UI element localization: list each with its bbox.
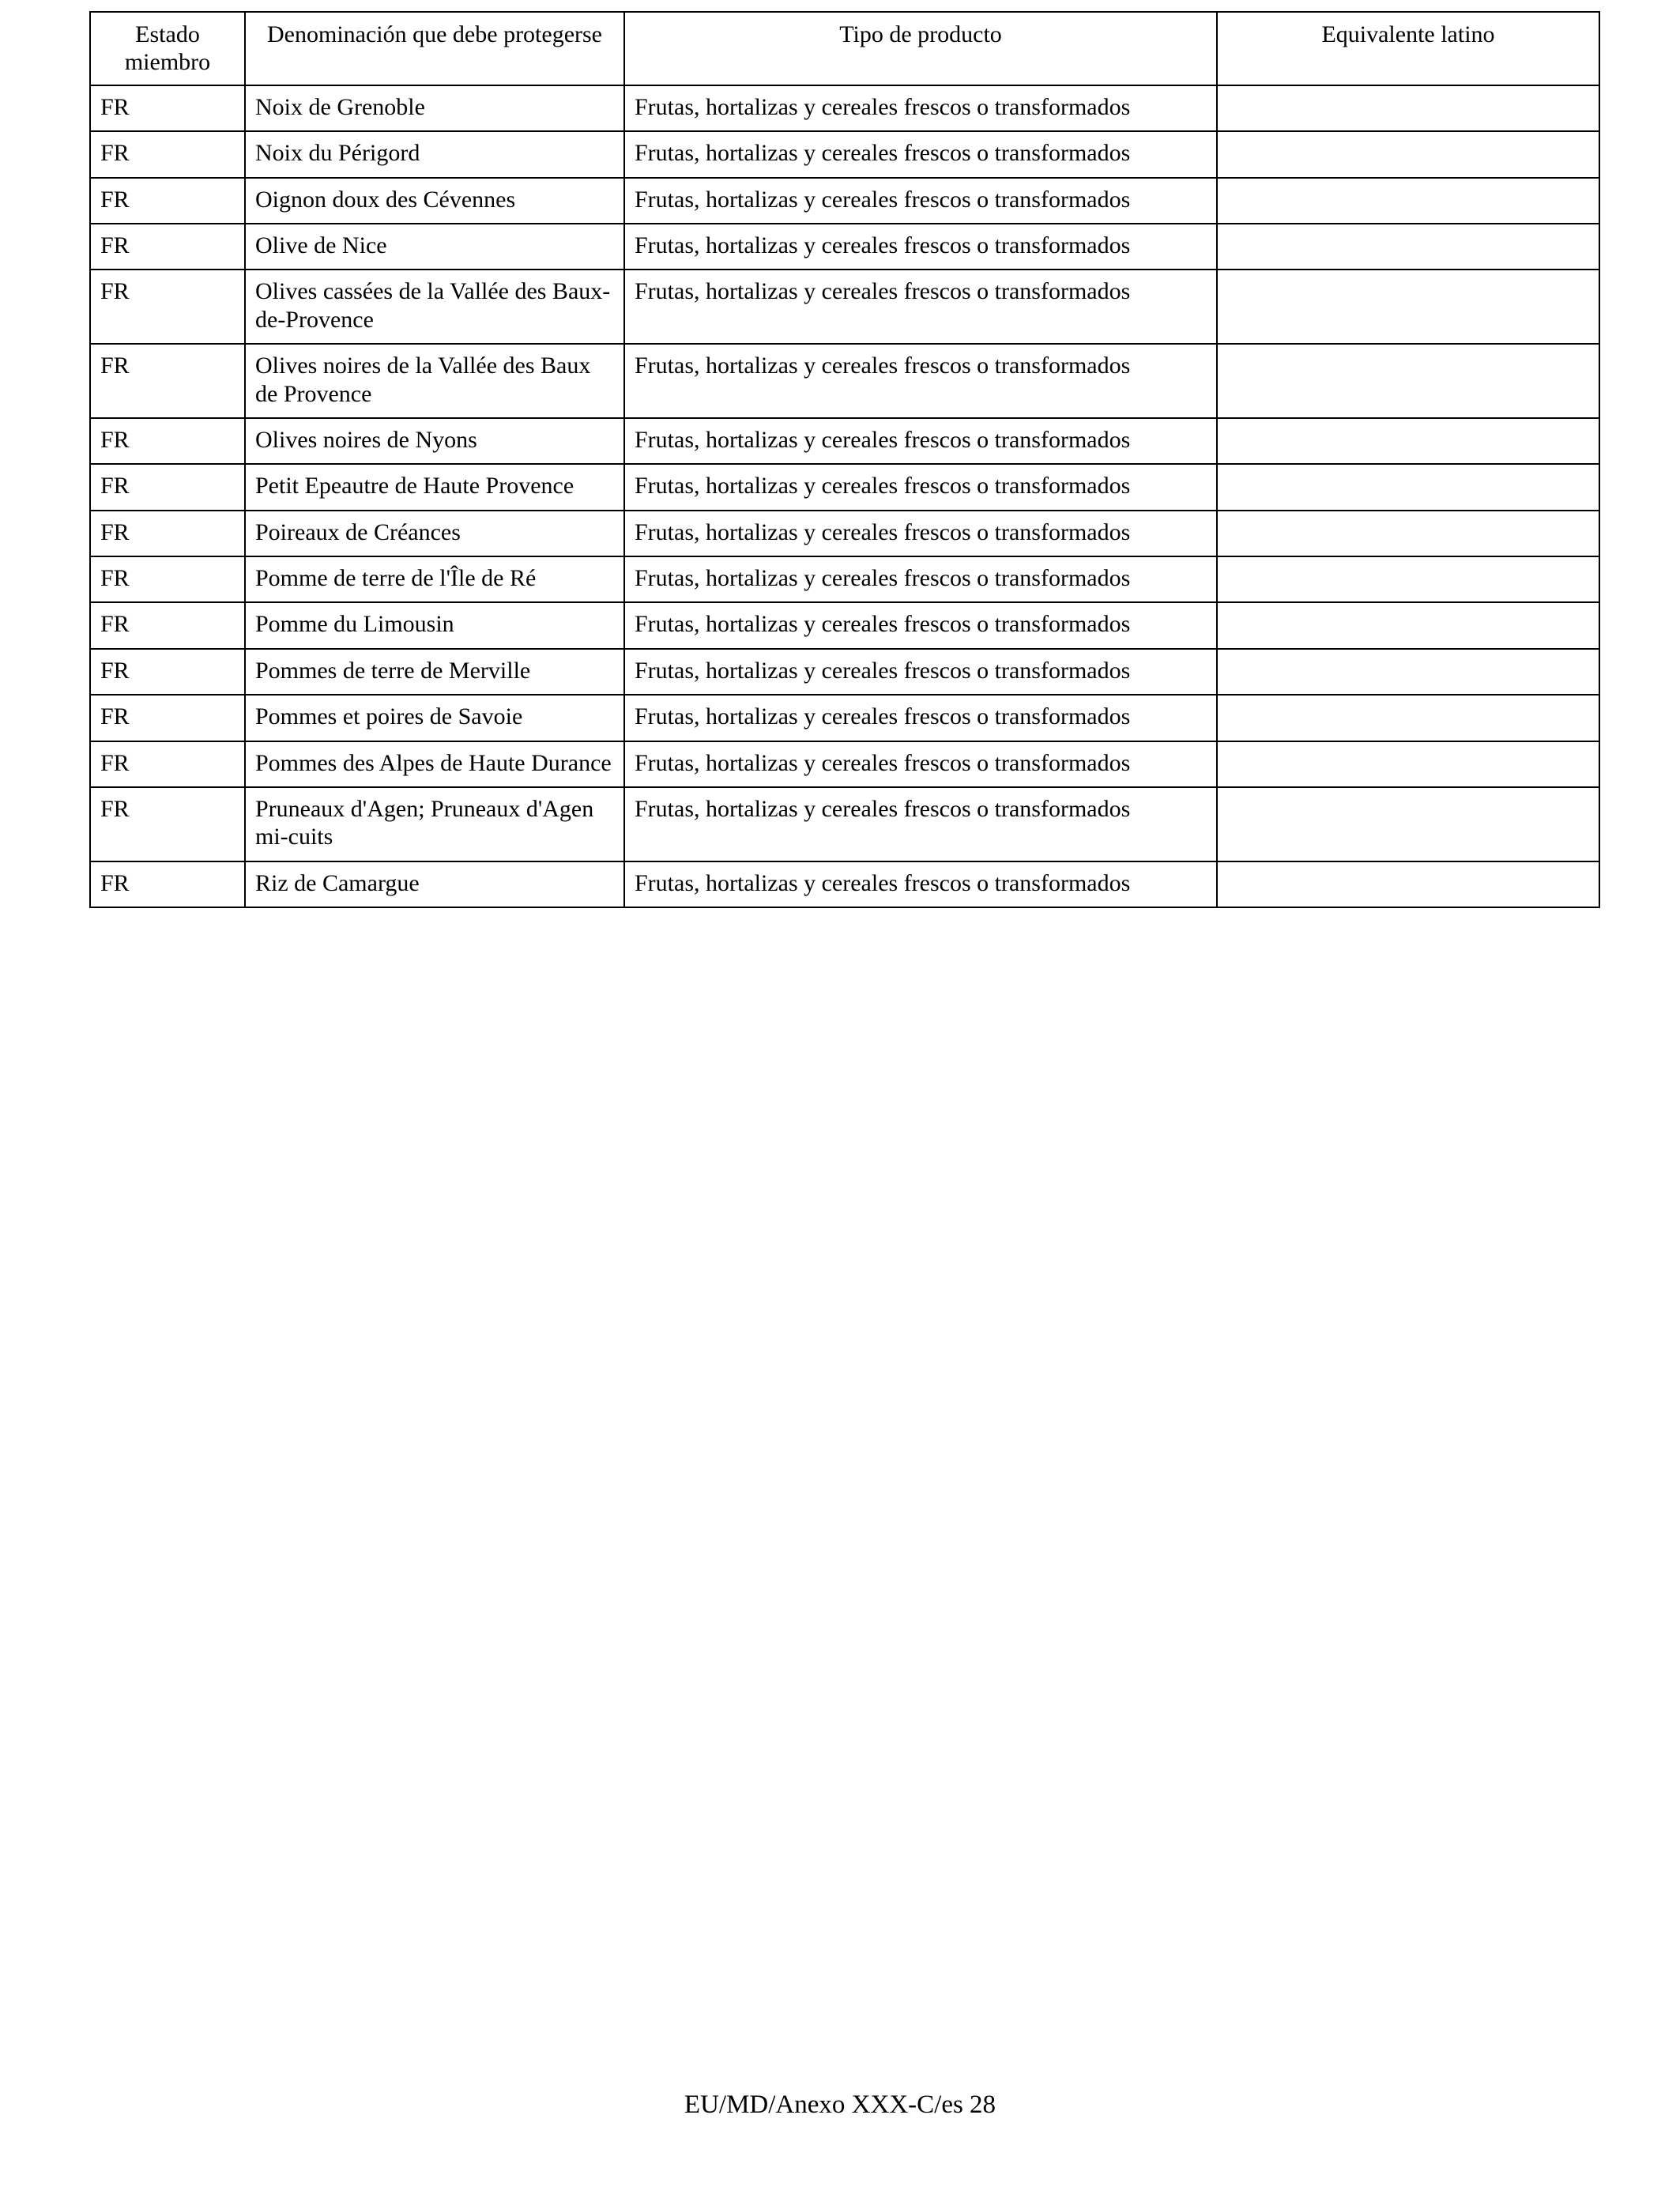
cell-product-type: Frutas, hortalizas y cereales frescos o transformados <box>624 224 1217 270</box>
cell-product-type: Frutas, hortalizas y cereales frescos o transformados <box>624 556 1217 602</box>
cell-protected-name: Pomme de terre de l'Île de Ré <box>245 556 624 602</box>
table-row <box>90 556 1599 602</box>
cell-latin-equivalent <box>1217 418 1599 464</box>
cell-product-type: Frutas, hortalizas y cereales frescos o transformados <box>624 741 1217 787</box>
column-header-member-state <box>90 12 245 85</box>
cell-protected-name: Pommes de terre de Merville <box>245 649 624 695</box>
cell-latin-equivalent <box>1217 464 1599 510</box>
gi-table-container <box>89 11 1599 908</box>
table-row <box>90 741 1599 787</box>
cell-product-type: Frutas, hortalizas y cereales frescos o transformados <box>624 178 1217 224</box>
cell-member-state: FR <box>90 270 245 344</box>
cell-member-state: FR <box>90 649 245 695</box>
cell-latin-equivalent <box>1217 787 1599 861</box>
column-header-product-type-label: Tipo de producto <box>839 21 1002 47</box>
table-row <box>90 270 1599 344</box>
table-row <box>90 131 1599 177</box>
cell-member-state: FR <box>90 178 245 224</box>
cell-protected-name: Poireaux de Créances <box>245 511 624 556</box>
cell-product-type: Frutas, hortalizas y cereales frescos o transformados <box>624 464 1217 510</box>
cell-product-type: Frutas, hortalizas y cereales frescos o transformados <box>624 270 1217 344</box>
cell-product-type: Frutas, hortalizas y cereales frescos o transformados <box>624 602 1217 648</box>
cell-latin-equivalent <box>1217 224 1599 270</box>
table-row <box>90 224 1599 270</box>
cell-member-state: FR <box>90 85 245 131</box>
cell-protected-name: Petit Epeautre de Haute Provence <box>245 464 624 510</box>
column-header-name <box>245 12 624 85</box>
table-row <box>90 861 1599 907</box>
cell-member-state: FR <box>90 224 245 270</box>
cell-product-type: Frutas, hortalizas y cereales frescos o transformados <box>624 418 1217 464</box>
cell-latin-equivalent <box>1217 131 1599 177</box>
cell-protected-name: Olives noires de la Vallée des Baux de Provence <box>245 344 624 418</box>
column-header-product-type <box>624 12 1217 85</box>
cell-protected-name: Noix du Périgord <box>245 131 624 177</box>
cell-latin-equivalent <box>1217 695 1599 741</box>
cell-member-state: FR <box>90 861 245 907</box>
table-row <box>90 344 1599 418</box>
cell-product-type: Frutas, hortalizas y cereales frescos o transformados <box>624 344 1217 418</box>
cell-member-state: FR <box>90 464 245 510</box>
cell-protected-name: Pruneaux d'Agen; Pruneaux d'Agen mi-cuits <box>245 787 624 861</box>
cell-protected-name: Olives cassées de la Vallée des Baux-de-Provence <box>245 270 624 344</box>
column-header-member-state-label: Estado miembro <box>124 21 211 76</box>
table-row <box>90 511 1599 556</box>
table-header-row <box>90 12 1599 85</box>
cell-member-state: FR <box>90 344 245 418</box>
cell-latin-equivalent <box>1217 556 1599 602</box>
cell-latin-equivalent <box>1217 344 1599 418</box>
cell-product-type: Frutas, hortalizas y cereales frescos o transformados <box>624 649 1217 695</box>
cell-protected-name: Oignon doux des Cévennes <box>245 178 624 224</box>
table-row <box>90 418 1599 464</box>
cell-member-state: FR <box>90 787 245 861</box>
cell-latin-equivalent <box>1217 861 1599 907</box>
cell-protected-name: Olives noires de Nyons <box>245 418 624 464</box>
cell-member-state: FR <box>90 695 245 741</box>
cell-member-state: FR <box>90 511 245 556</box>
table-row <box>90 695 1599 741</box>
cell-member-state: FR <box>90 556 245 602</box>
cell-protected-name: Pomme du Limousin <box>245 602 624 648</box>
cell-member-state: FR <box>90 418 245 464</box>
cell-product-type: Frutas, hortalizas y cereales frescos o transformados <box>624 861 1217 907</box>
table-row <box>90 649 1599 695</box>
column-header-name-label: Denominación que debe protegerse <box>267 21 602 47</box>
table-row <box>90 85 1599 131</box>
cell-product-type: Frutas, hortalizas y cereales frescos o transformados <box>624 85 1217 131</box>
cell-product-type: Frutas, hortalizas y cereales frescos o transformados <box>624 131 1217 177</box>
table-row <box>90 602 1599 648</box>
page-footer: EU/MD/Anexo XXX-C/es 28 <box>684 2090 996 2119</box>
cell-member-state: FR <box>90 741 245 787</box>
cell-protected-name: Pommes et poires de Savoie <box>245 695 624 741</box>
cell-member-state: FR <box>90 602 245 648</box>
table-body <box>90 85 1599 907</box>
cell-protected-name: Olive de Nice <box>245 224 624 270</box>
cell-product-type: Frutas, hortalizas y cereales frescos o transformados <box>624 695 1217 741</box>
cell-protected-name: Riz de Camargue <box>245 861 624 907</box>
cell-latin-equivalent <box>1217 649 1599 695</box>
table-header <box>90 12 1599 85</box>
column-header-latin-equivalent <box>1217 12 1599 85</box>
cell-latin-equivalent <box>1217 511 1599 556</box>
column-header-latin-equivalent-label: Equivalente latino <box>1321 21 1495 47</box>
cell-latin-equivalent <box>1217 741 1599 787</box>
cell-latin-equivalent <box>1217 178 1599 224</box>
cell-member-state: FR <box>90 131 245 177</box>
cell-protected-name: Pommes des Alpes de Haute Durance <box>245 741 624 787</box>
geographical-indications-table <box>89 11 1600 908</box>
cell-product-type: Frutas, hortalizas y cereales frescos o transformados <box>624 787 1217 861</box>
cell-latin-equivalent <box>1217 270 1599 344</box>
cell-product-type: Frutas, hortalizas y cereales frescos o transformados <box>624 511 1217 556</box>
table-row <box>90 464 1599 510</box>
cell-latin-equivalent <box>1217 602 1599 648</box>
table-row <box>90 787 1599 861</box>
table-row <box>90 178 1599 224</box>
cell-protected-name: Noix de Grenoble <box>245 85 624 131</box>
cell-latin-equivalent <box>1217 85 1599 131</box>
